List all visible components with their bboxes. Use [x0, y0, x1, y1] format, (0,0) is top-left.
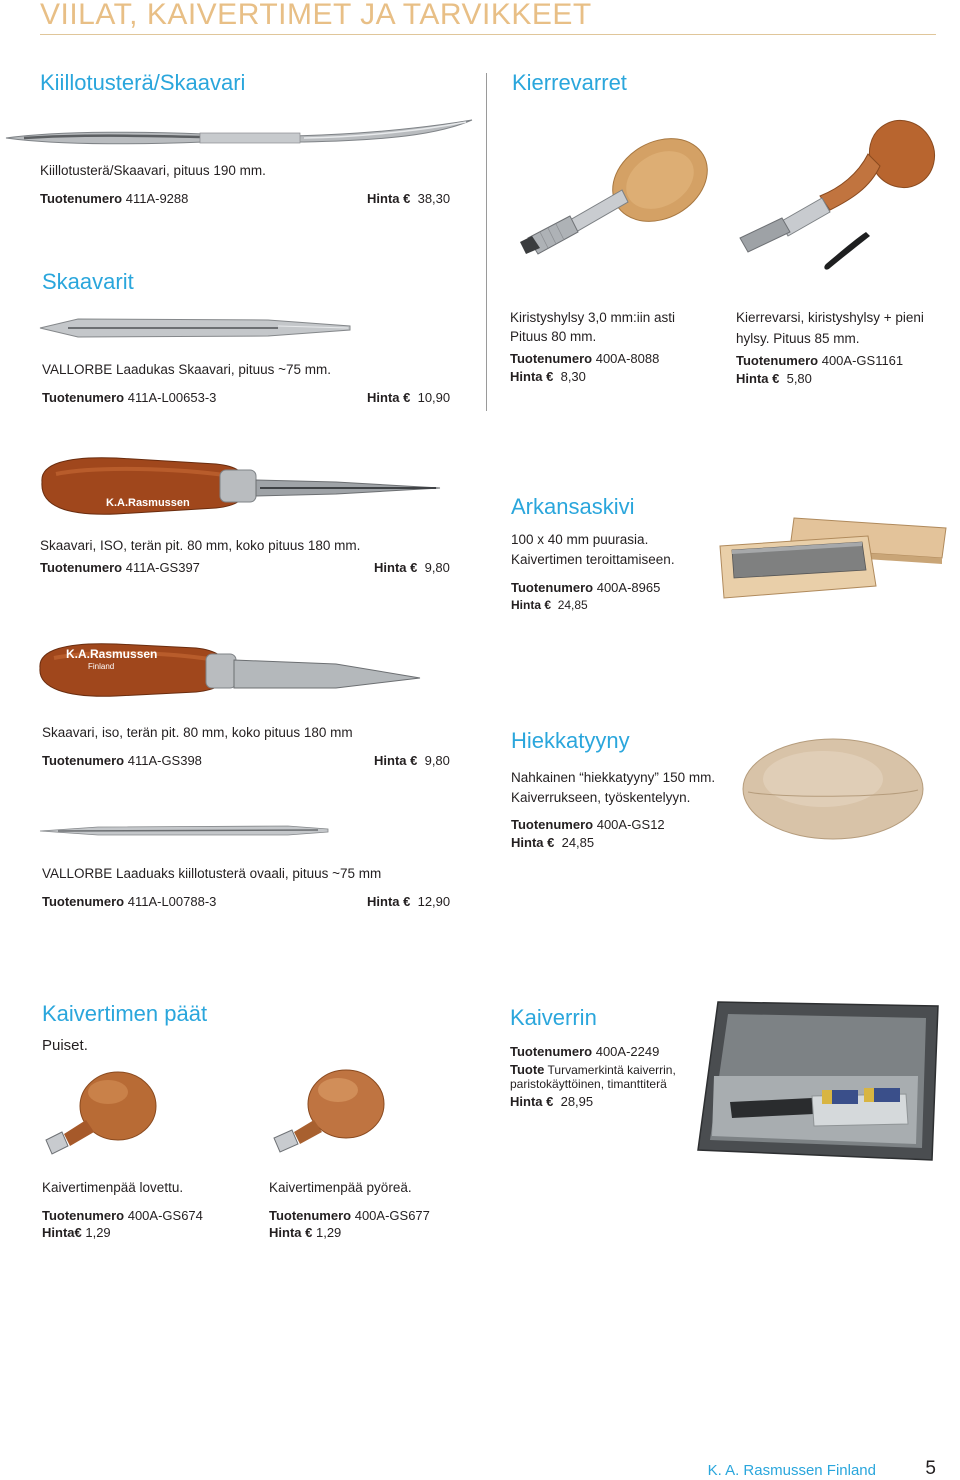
kiillotustera-ovaali-description: VALLORBE Laaduaks kiillotusterä ovaali, pituus ~75 mm	[42, 866, 382, 881]
column-divider	[486, 73, 487, 411]
product-code: 400A-2249	[595, 1044, 660, 1059]
skaavarit-heading: Skaavarit	[42, 269, 134, 294]
price-value: 1,29	[315, 1225, 342, 1240]
vallorbe-scraper-image	[38, 314, 352, 342]
euro-symbol: €	[410, 560, 418, 575]
code-label: Tuotenumero	[42, 894, 125, 909]
arkansaskivi-description-1: 100 x 40 mm puurasia.	[511, 532, 649, 547]
product-code: 400A-GS1161	[821, 353, 904, 368]
euro-symbol: €	[74, 1225, 82, 1240]
arkansaskivi-code-row	[511, 580, 660, 596]
kierrevarret-heading: Kierrevarret	[512, 70, 627, 95]
price-value: 28,95	[560, 1094, 594, 1109]
burnisher-scraper-image	[4, 116, 474, 146]
product-code: 400A-GS12	[596, 817, 665, 832]
euro-symbol: €	[546, 369, 554, 384]
kierrevarsi1-description-1: Kiristyshylsy 3,0 mm:iin asti	[510, 310, 676, 325]
page-title: VIILAT, KAIVERTIMET JA TARVIKKEET	[40, 0, 592, 31]
euro-symbol: €	[772, 371, 780, 386]
skaavari-iso0-image	[36, 452, 446, 528]
product-code: 411A-L00788-3	[127, 894, 217, 909]
skaavarit-description: VALLORBE Laadukas Skaavari, pituus ~75 mm.	[42, 362, 332, 377]
product-text-1: Turvamerkintä kaiverrin,	[547, 1063, 676, 1077]
code-label: Tuotenumero	[511, 817, 594, 832]
price-label: Hinta	[736, 371, 769, 386]
euro-symbol: €	[410, 753, 418, 768]
price-value: 9,80	[424, 560, 450, 575]
product-code: 400A-8965	[596, 580, 661, 595]
kaiverrin-product-line-2: paristokäyttöinen, timanttiterä	[510, 1077, 667, 1091]
hiekkatyyny-price-row	[511, 835, 594, 851]
kiillotustera-code-row	[40, 191, 188, 207]
skaavari-iso0-price-row	[374, 560, 450, 576]
title-divider	[40, 34, 936, 35]
price-value: 24,85	[557, 598, 588, 612]
product-code: 411A-9288	[125, 191, 189, 206]
hiekkatyyny-description-2: Kaiverrukseen, työskentelyyn.	[511, 790, 691, 805]
kierrevarsi2-description-1: Kierrevarsi, kiristyshylsy + pieni	[736, 310, 924, 325]
kaiverrin-product-line-1	[510, 1062, 676, 1078]
skaavari-iso-brand-2: Finland	[88, 662, 115, 671]
product-label: Tuote	[510, 1062, 545, 1077]
skaavarit-code-row	[42, 390, 216, 406]
skaavari-iso0-code-row	[40, 560, 200, 576]
arkansaskivi-price-row	[511, 598, 588, 613]
code-label: Tuotenumero	[40, 191, 123, 206]
euro-symbol: €	[403, 191, 411, 206]
price-label: Hinta	[367, 894, 400, 909]
handle1-code-row	[42, 1208, 203, 1224]
product-code: 411A-L00653-3	[127, 390, 217, 405]
euro-symbol: €	[544, 598, 552, 612]
hiekkatyyny-description-1: Nahkainen “hiekkatyyny” 150 mm.	[511, 770, 716, 785]
vallorbe-burnisher-oval-image	[38, 822, 330, 838]
footer-brand: K. A. Rasmussen Finland	[707, 1462, 876, 1479]
skaavari-iso-image	[36, 638, 426, 708]
engraver-kit-image	[694, 996, 944, 1164]
arkansas-stone-image	[716, 506, 952, 602]
kiillotustera-price-row	[367, 191, 450, 207]
kaiverrin-code-row	[510, 1044, 659, 1060]
kiillotustera-heading: Kiillotusterä/Skaavari	[40, 70, 246, 95]
price-value: 5,80	[786, 371, 812, 386]
handle2-code-row	[269, 1208, 430, 1224]
price-label: Hinta	[511, 835, 544, 850]
skaavari-iso-code-row	[42, 753, 202, 769]
product-code: 400A-GS677	[354, 1208, 430, 1223]
price-label: Hinta	[511, 598, 541, 612]
product-code: 411A-GS397	[125, 560, 200, 575]
skaavarit-price-row	[367, 390, 450, 406]
code-label: Tuotenumero	[40, 560, 123, 575]
page-number: 5	[925, 1458, 936, 1479]
kierrevarsi1-code-row	[510, 351, 659, 367]
code-label: Tuotenumero	[42, 753, 125, 768]
price-value: 9,80	[424, 753, 450, 768]
price-label: Hinta	[42, 1225, 75, 1240]
product-code: 411A-GS398	[127, 753, 202, 768]
kiillotustera-ovaali-code-row	[42, 894, 216, 910]
handle1-description: Kaivertimenpää lovettu.	[42, 1180, 184, 1195]
price-label: Hinta	[269, 1225, 302, 1240]
kaivertimen-paat-subheading: Puiset.	[42, 1037, 88, 1054]
kierrevarsi1-price-row	[510, 369, 586, 385]
code-label: Tuotenumero	[510, 351, 593, 366]
price-label: Hinta	[374, 753, 407, 768]
kierrevarsi1-description-2: Pituus 80 mm.	[510, 329, 597, 344]
kaivertimen-paat-heading: Kaivertimen päät	[42, 1001, 208, 1026]
code-label: Tuotenumero	[42, 1208, 125, 1223]
kaiverrin-heading: Kaiverrin	[510, 1005, 597, 1030]
code-label: Tuotenumero	[736, 353, 819, 368]
pin-vise-image-2	[730, 118, 950, 278]
euro-symbol: €	[305, 1225, 313, 1240]
skaavari-iso0-description: Skaavari, ISO, terän pit. 80 mm, koko pituus 180 mm.	[40, 538, 361, 553]
price-value: 10,90	[417, 390, 451, 405]
euro-symbol: €	[546, 1094, 554, 1109]
price-value: 1,29	[85, 1225, 111, 1240]
arkansaskivi-description-2: Kaivertimen teroittamiseen.	[511, 552, 675, 567]
euro-symbol: €	[403, 894, 411, 909]
price-label: Hinta	[367, 191, 400, 206]
kierrevarsi2-description-2: hylsy. Pituus 85 mm.	[736, 331, 860, 346]
arkansaskivi-heading: Arkansaskivi	[511, 494, 635, 519]
code-label: Tuotenumero	[269, 1208, 352, 1223]
skaavari-iso-description: Skaavari, iso, terän pit. 80 mm, koko pituus 180 mm	[42, 725, 353, 740]
skaavari-iso0-brand: K.A.Rasmussen	[106, 497, 190, 509]
kierrevarsi2-price-row	[736, 371, 812, 387]
code-label: Tuotenumero	[510, 1044, 593, 1059]
code-label: Tuotenumero	[42, 390, 125, 405]
sand-cushion-image	[738, 734, 928, 844]
handle2-description: Kaivertimenpää pyöreä.	[269, 1180, 412, 1195]
price-value: 38,30	[417, 191, 451, 206]
pin-vise-image-1	[510, 120, 720, 260]
code-label: Tuotenumero	[511, 580, 594, 595]
hiekkatyyny-heading: Hiekkatyyny	[511, 728, 630, 753]
price-value: 12,90	[417, 894, 451, 909]
handle-round-image	[268, 1066, 388, 1158]
product-code: 400A-8088	[595, 351, 660, 366]
handle1-price-row	[42, 1225, 111, 1241]
handle2-price-row	[269, 1225, 341, 1241]
price-label: Hinta	[510, 1094, 543, 1109]
handle-notched-image	[40, 1066, 160, 1158]
skaavari-iso-brand-1: K.A.Rasmussen	[66, 647, 158, 661]
price-value: 24,85	[561, 835, 595, 850]
kiillotustera-ovaali-price-row	[367, 894, 450, 910]
price-label: Hinta	[374, 560, 407, 575]
kaiverrin-price-row	[510, 1094, 593, 1110]
hiekkatyyny-code-row	[511, 817, 665, 833]
skaavari-iso-price-row	[374, 753, 450, 769]
euro-symbol: €	[403, 390, 411, 405]
price-label: Hinta	[367, 390, 400, 405]
price-value: 8,30	[560, 369, 586, 384]
price-label: Hinta	[510, 369, 543, 384]
kiillotustera-description: Kiillotusterä/Skaavari, pituus 190 mm.	[40, 163, 266, 178]
product-code: 400A-GS674	[127, 1208, 203, 1223]
euro-symbol: €	[547, 835, 555, 850]
kierrevarsi2-code-row	[736, 353, 903, 369]
